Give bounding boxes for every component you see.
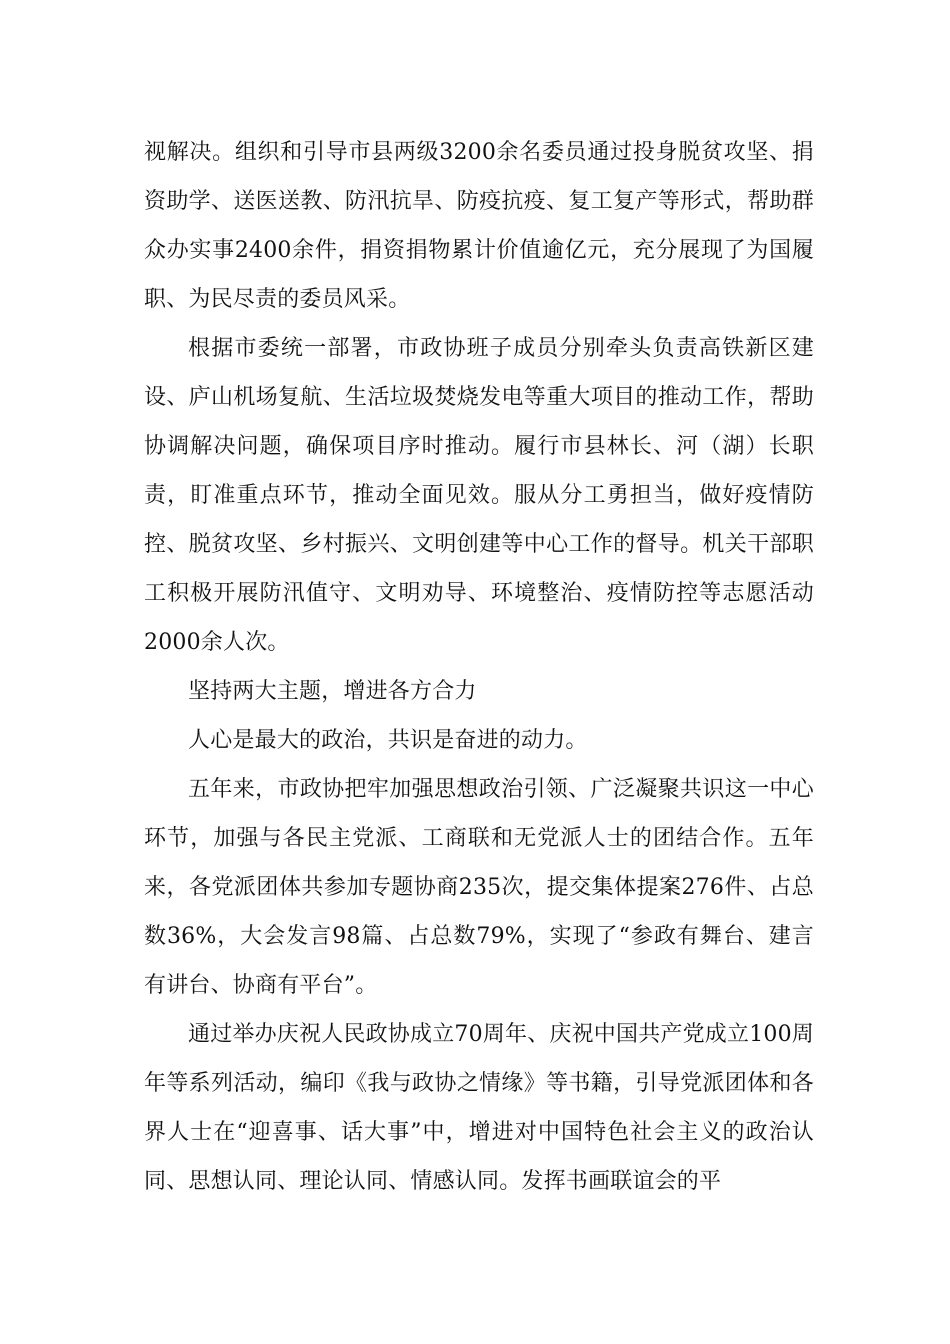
body-text [144,128,814,1206]
paragraph-2: 根据市委统一部署，市政协班子成员分别牵头负责高铁新区建设、庐山机场复航、生活垃圾焚烧发电等重大项目的推动工作，帮助协调解决问题，确保项目序时推动。履行市县林长、河（湖）长职责，盯准重点环节，推动全面见效。服从分工勇担当，做好疫情防控、脱贫攻坚、乡村振兴、文明创建等中心工作的督导。机关干部职工积极开展防汛值守、文明劝导、环境整治、疫情防控等志愿活动2000余人次。 [144,336,814,655]
paragraph-1: 视解决。组织和引导市县两级3200余名委员通过投身脱贫攻坚、捐资助学、送医送教、防汛抗旱、防疫抗疫、复工复产等形式，帮助群众办实事2400余件，捐资捐物累计价值逾亿元，充分展现了为国履职、为民尽责的委员风采。 [144,140,814,312]
section-heading: 坚持两大主题，增进各方合力 [188,679,477,704]
paragraph-4: 五年来，市政协把牢加强思想政治引领、广泛凝聚共识这一中心环节，加强与各民主党派、工商联和无党派人士的团结合作。五年来，各党派团体共参加专题协商235次，提交集体提案276件、占总数36%，大会发言98篇、占总数79%，实现了“参政有舞台、建言有讲台、协商有平台”。 [144,777,814,998]
paragraph-3: 人心是最大的政治，共识是奋进的动力。 [188,728,588,753]
paragraph-5: 通过举办庆祝人民政协成立70周年、庆祝中国共产党成立100周年等系列活动，编印《我与政协之情缘》等书籍，引导党派团体和各界人士在“迎喜事、话大事”中，增进对中国特色社会主义的政治认同、思想认同、理论认同、情感认同。发挥书画联谊会的平 [144,1022,814,1194]
